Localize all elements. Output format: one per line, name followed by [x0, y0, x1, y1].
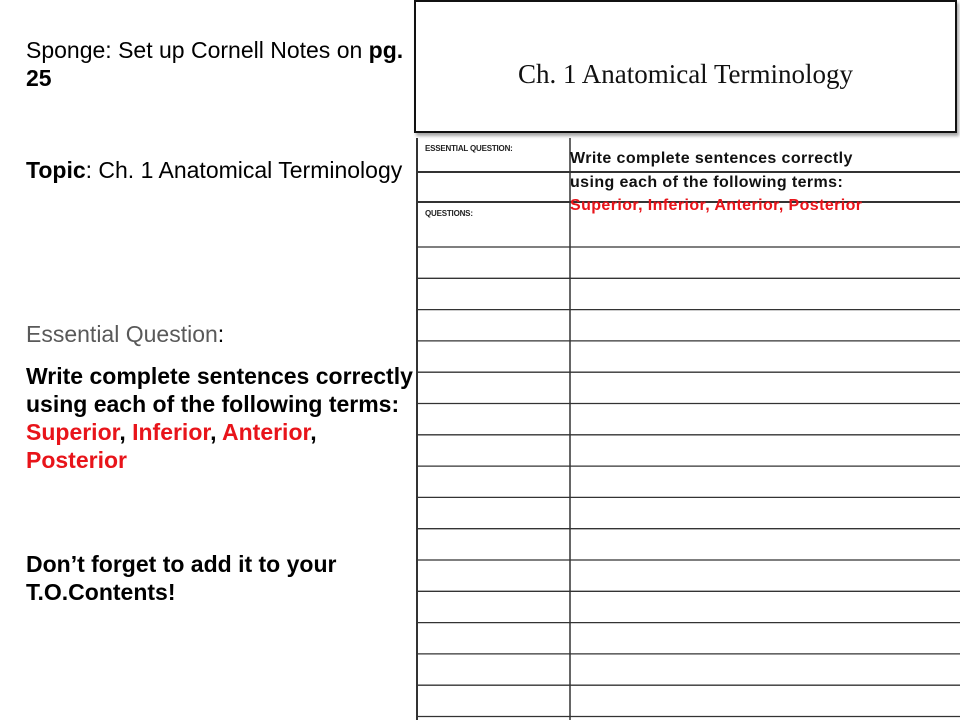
sponge-page-number: pg. 25	[26, 37, 404, 91]
sponge-text: Sponge: Set up Cornell Notes on	[26, 37, 369, 63]
essential-question-body: Write complete sentences correctly using each of the following terms:	[26, 363, 413, 417]
cornell-notes-sheet	[416, 138, 960, 720]
essential-question-header: ESSENTIAL QUESTION:	[425, 144, 513, 153]
essential-question-label-text: Essential Question	[26, 321, 218, 347]
term-separator: ,	[119, 419, 133, 445]
cornell-grid	[416, 138, 960, 720]
sheet-answer-text	[570, 147, 900, 218]
essential-question-label	[26, 320, 416, 348]
term-anterior: Anterior	[222, 419, 311, 445]
term-superior: Superior	[26, 419, 120, 445]
questions-header: QUESTIONS:	[425, 209, 473, 218]
topic-label: Topic	[26, 157, 86, 183]
term-inferior: Inferior	[132, 419, 211, 445]
sheet-answer-body: Write complete sentences correctly using each of the following terms:	[570, 150, 853, 191]
title-box-text: Ch. 1 Anatomical Terminology	[517, 58, 854, 89]
essential-question-colon: :	[217, 321, 225, 347]
topic-value: : Ch. 1 Anatomical Terminology	[85, 157, 403, 183]
sponge-instruction	[26, 36, 416, 92]
term-separator: ,	[310, 419, 317, 445]
term-separator: ,	[210, 419, 222, 445]
title-box	[414, 0, 957, 133]
contents-reminder: Don’t forget to add it to your T.O.Contents!	[26, 551, 337, 605]
essential-question-text	[26, 362, 416, 474]
topic-line	[26, 156, 416, 184]
sheet-answer-terms: Superior, Inferior, Anterior, Posterior	[570, 197, 863, 214]
term-posterior: Posterior	[26, 447, 127, 473]
